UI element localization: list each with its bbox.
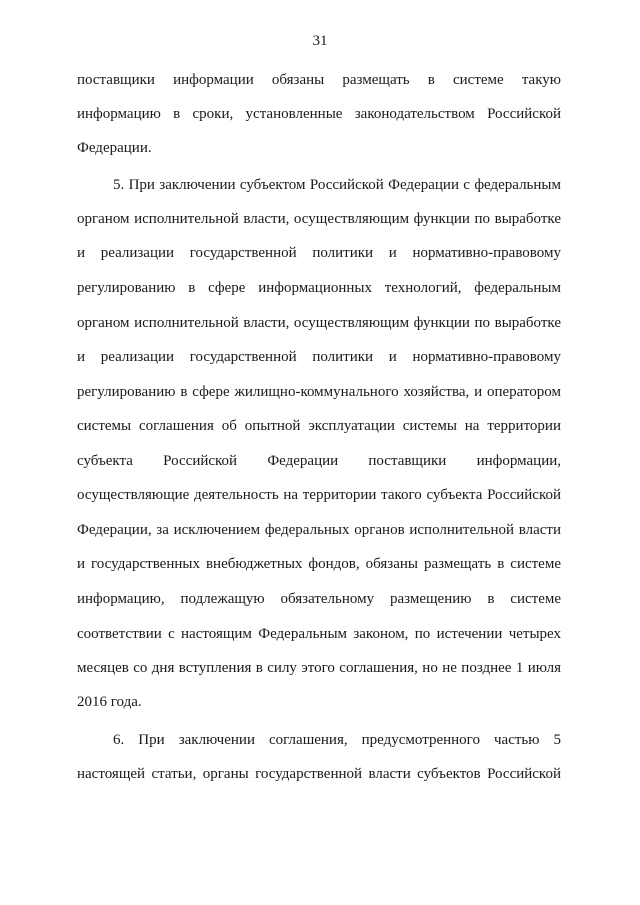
text-line: информацию в сроки, установленные законодательством Российской [77, 106, 561, 122]
text-line: системы соглашения об опытной эксплуатации системы на территории [77, 418, 561, 434]
text-line: соответствии с настоящим Федеральным законом, по истечении четырех [77, 626, 561, 642]
text-line: органом исполнительной власти, осуществляющим функции по выработке [77, 315, 561, 331]
page-number: 31 [312, 33, 328, 49]
text-line: Федерации. [77, 140, 152, 156]
text-line: органом исполнительной власти, осуществляющим функции по выработке [77, 211, 561, 227]
text-line: информацию, подлежащую обязательному размещению в системе [77, 591, 561, 607]
text-line: настоящей статьи, органы государственной власти субъектов Российской [77, 766, 561, 782]
text-line: регулированию в сфере информационных технологий, федеральным [77, 280, 561, 296]
text-line: осуществляющие деятельность на территории такого субъекта Российской [77, 487, 561, 503]
text-line: субъекта Российской Федерации поставщики информации, [77, 453, 561, 469]
text-line: 5. При заключении субъектом Российской Федерации с федеральным [113, 177, 561, 193]
text-line: и реализации государственной политики и нормативно-правовому [77, 245, 561, 261]
text-line: 2016 года. [77, 694, 142, 710]
text-line: 6. При заключении соглашения, предусмотренного частью 5 [113, 732, 561, 748]
text-line: Федерации, за исключением федеральных органов исполнительной власти [77, 522, 561, 538]
text-line: и государственных внебюджетных фондов, обязаны размещать в системе [77, 556, 561, 572]
text-line: поставщики информации обязаны размещать в системе такую [77, 72, 561, 88]
text-line: месяцев со дня вступления в силу этого соглашения, но не позднее 1 июля [77, 660, 561, 676]
text-line: и реализации государственной политики и нормативно-правовому [77, 349, 561, 365]
text-line: регулированию в сфере жилищно-коммунального хозяйства, и оператором [77, 384, 561, 400]
